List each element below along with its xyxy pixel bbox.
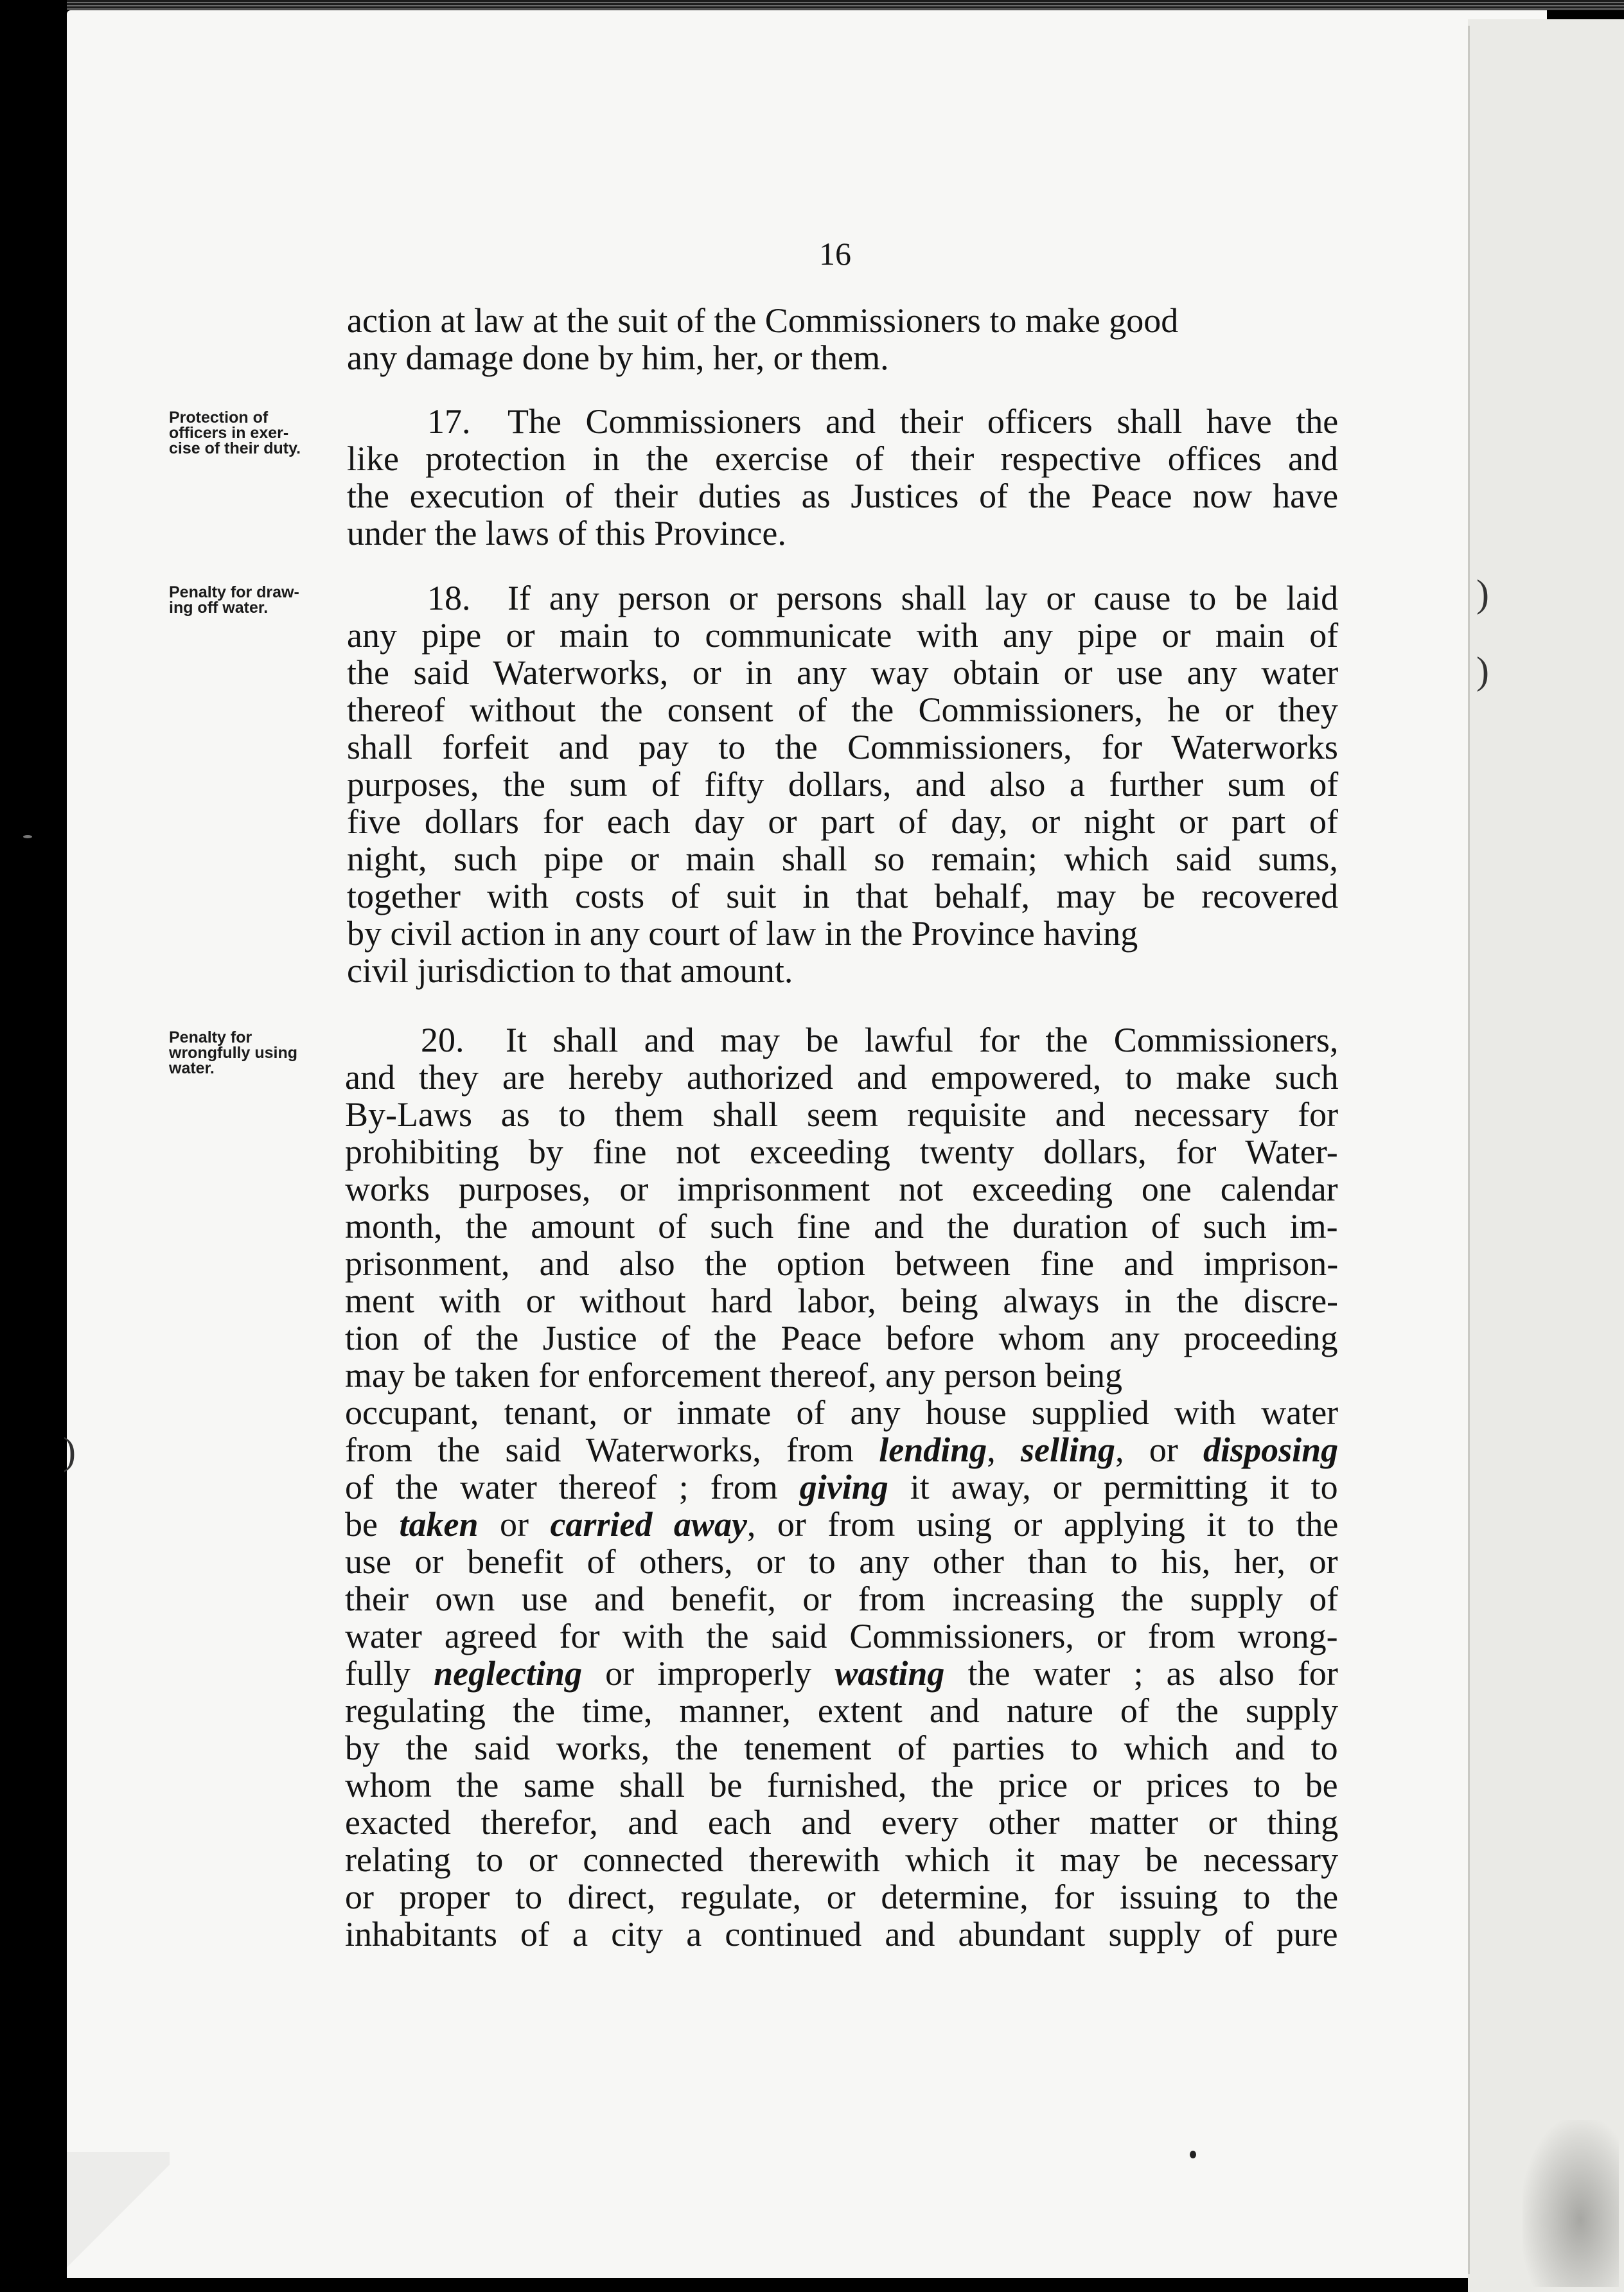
margin-note-drawing-off-water bbox=[169, 585, 299, 615]
italic-term: giving bbox=[799, 1468, 888, 1506]
text-line: use or benefit of others, or to any other than to his, her, or bbox=[345, 1542, 1338, 1581]
text-line: ment with or without hard labor, being always in the discre- bbox=[345, 1282, 1339, 1320]
text-line: of the water thereof ; from giving it away, or permitting it to bbox=[345, 1468, 1338, 1506]
text-line: regulating the time, manner, extent and nature of the supply bbox=[345, 1691, 1338, 1730]
italic-term: taken bbox=[399, 1505, 479, 1544]
text-line: and they are hereby authorized and empowered, to make such bbox=[345, 1058, 1339, 1097]
text-line: The Commissioners and their officers shall have the bbox=[508, 402, 1339, 441]
margin-mark: ) bbox=[63, 1430, 76, 1472]
corner-fold bbox=[67, 2152, 170, 2280]
margin-note-wrongfully-using-water bbox=[169, 1030, 297, 1076]
text-line: by civil action in any court of law in the Province having bbox=[347, 914, 1138, 953]
text-line: five dollars for each day or part of day, or night or part of bbox=[347, 802, 1339, 841]
margin-note-line: Penalty for bbox=[169, 1028, 252, 1046]
margin-mark: ) bbox=[1476, 649, 1489, 692]
text-line: may be taken for enforcement thereof, any person being bbox=[345, 1356, 1122, 1395]
margin-note-line: water. bbox=[169, 1059, 215, 1077]
fold-edge-line bbox=[1468, 26, 1470, 2274]
text-line: or proper to direct, regulate, or determine, for issuing to the bbox=[345, 1878, 1339, 1916]
text-line: night, such pipe or main shall so remain; which said sums, bbox=[347, 840, 1338, 878]
text-line: If any person or persons shall lay or cause to be laid bbox=[508, 579, 1339, 617]
text-line: the execution of their duties as Justices of the Peace now have bbox=[347, 477, 1339, 515]
text-line: their own use and benefit, or from increasing the supply of bbox=[345, 1580, 1339, 1618]
margin-note-protection bbox=[169, 410, 301, 456]
italic-term: selling bbox=[1021, 1431, 1116, 1469]
margin-note-line: cise of their duty. bbox=[169, 439, 301, 457]
margin-note-line: wrongfully using bbox=[169, 1044, 297, 1062]
ink-speck bbox=[23, 835, 32, 838]
text-line: month, the amount of such fine and the duration of such im- bbox=[345, 1207, 1338, 1246]
text-line: relating to or connected therewith which it may be necessary bbox=[345, 1840, 1339, 1879]
italic-term: neglecting bbox=[434, 1654, 583, 1693]
text-line: the said Waterworks, or in any way obtain or use any water bbox=[347, 653, 1339, 692]
text-line: by the said works, the tenement of parties to which and to bbox=[345, 1729, 1338, 1767]
text-line: purposes, the sum of fifty dollars, and also a further sum of bbox=[347, 765, 1339, 804]
text-line: thereof without the consent of the Commissioners, he or they bbox=[347, 691, 1338, 729]
page-number: 16 bbox=[819, 236, 851, 272]
text-line: prohibiting by fine not exceeding twenty dollars, for Water- bbox=[345, 1133, 1338, 1171]
text-line: tion of the Justice of the Peace before whom any proceeding bbox=[345, 1319, 1338, 1357]
margin-note-line: Protection of bbox=[169, 409, 269, 427]
text-line: whom the same shall be furnished, the price or prices to be bbox=[345, 1766, 1338, 1804]
text-line: fully neglecting or improperly wasting the water ; as also for bbox=[345, 1654, 1338, 1693]
text-line: any damage done by him, her, or them. bbox=[347, 339, 889, 377]
italic-term: lending bbox=[879, 1431, 987, 1469]
text-line: under the laws of this Province. bbox=[347, 514, 786, 552]
text-line: action at law at the suit of the Commissioners to make good bbox=[347, 301, 1179, 340]
text-line: shall forfeit and pay to the Commissioners, for Waterworks bbox=[347, 728, 1338, 766]
scan-top-edge bbox=[67, 0, 1624, 10]
text-line: like protection in the exercise of their respective offices and bbox=[347, 439, 1338, 478]
text-line: from the said Waterworks, from lending, selling, or disposing bbox=[345, 1431, 1339, 1469]
text-line: occupant, tenant, or inmate of any house supplied with water bbox=[345, 1393, 1339, 1432]
margin-mark: ) bbox=[1476, 572, 1489, 615]
ink-speck bbox=[1190, 2151, 1196, 2158]
margin-note-line: ing off water. bbox=[169, 599, 269, 617]
text-line: prisonment, and also the option between fine and imprison- bbox=[345, 1244, 1339, 1283]
page-fold-shadow bbox=[1468, 19, 1624, 2292]
section-number-17: 17. bbox=[427, 402, 471, 441]
text-line: together with costs of suit in that behalf, may be recovered bbox=[347, 877, 1339, 915]
section-number-20: 20. bbox=[421, 1021, 464, 1059]
scan-smudge bbox=[1522, 2120, 1619, 2287]
text-line: be taken or carried away, or from using or applying it to the bbox=[345, 1505, 1339, 1544]
text-line: By-Laws as to them shall seem requisite and necessary for bbox=[345, 1095, 1339, 1134]
text-line: water agreed for with the said Commissioners, or from wrong- bbox=[345, 1617, 1338, 1655]
italic-term: wasting bbox=[834, 1654, 945, 1693]
margin-note-line: officers in exer- bbox=[169, 424, 289, 442]
italic-term: disposing bbox=[1203, 1431, 1339, 1469]
text-line: any pipe or main to communicate with any pipe or main of bbox=[347, 616, 1339, 655]
text-line: inhabitants of a city a continued and abundant supply of pure bbox=[345, 1915, 1338, 1953]
text-line: works purposes, or imprisonment not exceeding one calendar bbox=[345, 1170, 1338, 1208]
italic-term: carried away bbox=[550, 1505, 747, 1544]
text-line: exacted therefor, and each and every other matter or thing bbox=[345, 1803, 1339, 1842]
text-line: civil jurisdiction to that amount. bbox=[347, 951, 793, 990]
section-number-18: 18. bbox=[427, 579, 471, 617]
text-line: It shall and may be lawful for the Commissioners, bbox=[506, 1021, 1339, 1059]
margin-note-line: Penalty for draw- bbox=[169, 583, 299, 601]
